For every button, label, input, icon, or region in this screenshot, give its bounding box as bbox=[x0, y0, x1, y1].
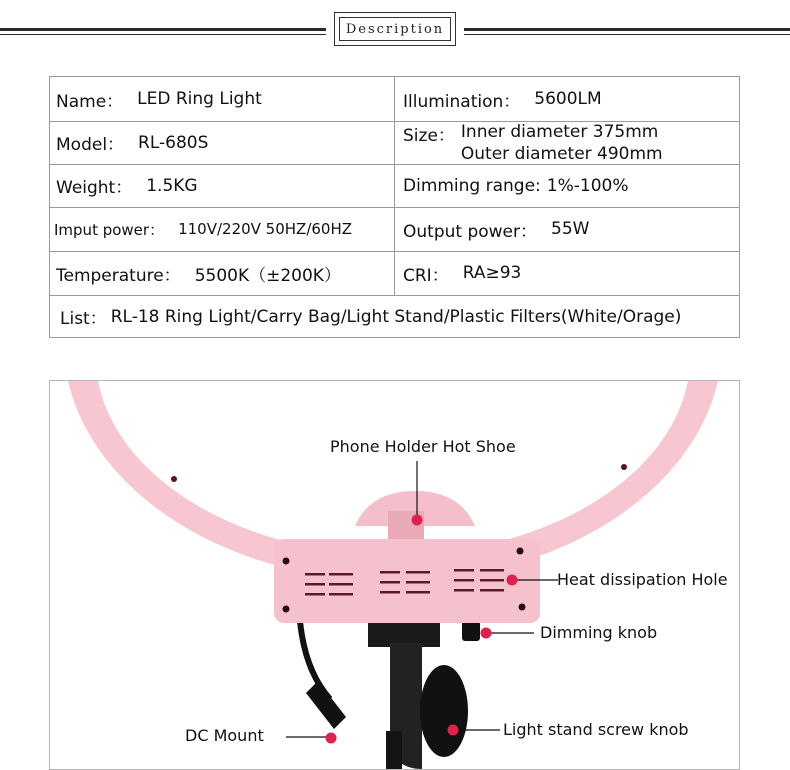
spec-name-value: LED Ring Light bbox=[137, 89, 262, 109]
spec-cri-label: CRI： bbox=[403, 265, 449, 286]
spec-temperature-value: 5500K（±200K） bbox=[194, 265, 341, 286]
callout-heat-hole: Heat dissipation Hole bbox=[557, 570, 728, 589]
spec-input bbox=[50, 207, 395, 251]
spec-row bbox=[50, 164, 739, 208]
spec-illumination bbox=[395, 77, 739, 121]
spec-row bbox=[50, 251, 739, 296]
spec-output-label: Output power： bbox=[403, 221, 537, 242]
product-illustration bbox=[49, 380, 740, 770]
spec-name-label: Name： bbox=[56, 91, 124, 112]
spec-row bbox=[50, 121, 739, 165]
spec-dimming-value: 1%-100% bbox=[546, 175, 629, 196]
header-rule-left bbox=[0, 28, 326, 31]
header-rule-right-thin bbox=[464, 34, 790, 35]
spec-cri-value: RA≥93 bbox=[462, 263, 522, 283]
spec-size-outer: Outer diameter 490mm bbox=[460, 143, 663, 164]
spec-name bbox=[50, 77, 395, 121]
spec-size-label: Size： bbox=[403, 126, 455, 146]
spec-list bbox=[50, 295, 739, 338]
spec-row bbox=[50, 295, 739, 338]
spec-weight-value: 1.5KG bbox=[146, 175, 198, 196]
dc-cable bbox=[300, 621, 346, 729]
spec-temperature-label: Temperature： bbox=[56, 265, 181, 286]
spec-row bbox=[50, 77, 739, 122]
spec-row bbox=[50, 207, 739, 252]
spec-output-value: 55W bbox=[551, 219, 590, 239]
header-rule-left-thin bbox=[0, 34, 326, 35]
callout-phone-holder: Phone Holder Hot Shoe bbox=[330, 437, 516, 456]
spec-weight-label: Weight： bbox=[56, 178, 133, 198]
description-heading-frame bbox=[334, 12, 456, 46]
stand-bracket bbox=[368, 619, 480, 770]
spec-table bbox=[49, 76, 740, 338]
callout-dc-mount: DC Mount bbox=[185, 726, 264, 745]
spec-size bbox=[395, 121, 739, 164]
header-rule-right bbox=[464, 28, 790, 31]
spec-dimming-label: Dimming range: bbox=[403, 175, 541, 196]
spec-illumination-label: Illumination： bbox=[403, 91, 521, 112]
spec-model-label: Model： bbox=[56, 135, 125, 155]
callout-screw-knob: Light stand screw knob bbox=[503, 720, 689, 739]
callout-dimming-knob: Dimming knob bbox=[540, 623, 658, 642]
spec-weight bbox=[50, 164, 395, 207]
spec-model bbox=[50, 121, 395, 164]
spec-illumination-value: 5600LM bbox=[534, 89, 602, 109]
control-box bbox=[274, 491, 540, 623]
description-heading: Description bbox=[339, 17, 451, 41]
spec-size-values bbox=[461, 121, 663, 165]
spec-model-value: RL-680S bbox=[138, 132, 209, 153]
spec-output bbox=[395, 207, 739, 251]
spec-input-value: 110V/220V 50HZ/60HZ bbox=[178, 220, 353, 238]
spec-list-label: List： bbox=[60, 309, 107, 329]
spec-size-inner: Inner diameter 375mm bbox=[460, 121, 659, 142]
spec-cri bbox=[395, 251, 739, 295]
spec-temperature bbox=[50, 251, 395, 295]
spec-list-value: RL-18 Ring Light/Carry Bag/Light Stand/Plastic Filters(White/Orage) bbox=[110, 306, 682, 327]
spec-input-label: Imput power： bbox=[54, 220, 165, 239]
spec-dimming bbox=[395, 164, 739, 207]
